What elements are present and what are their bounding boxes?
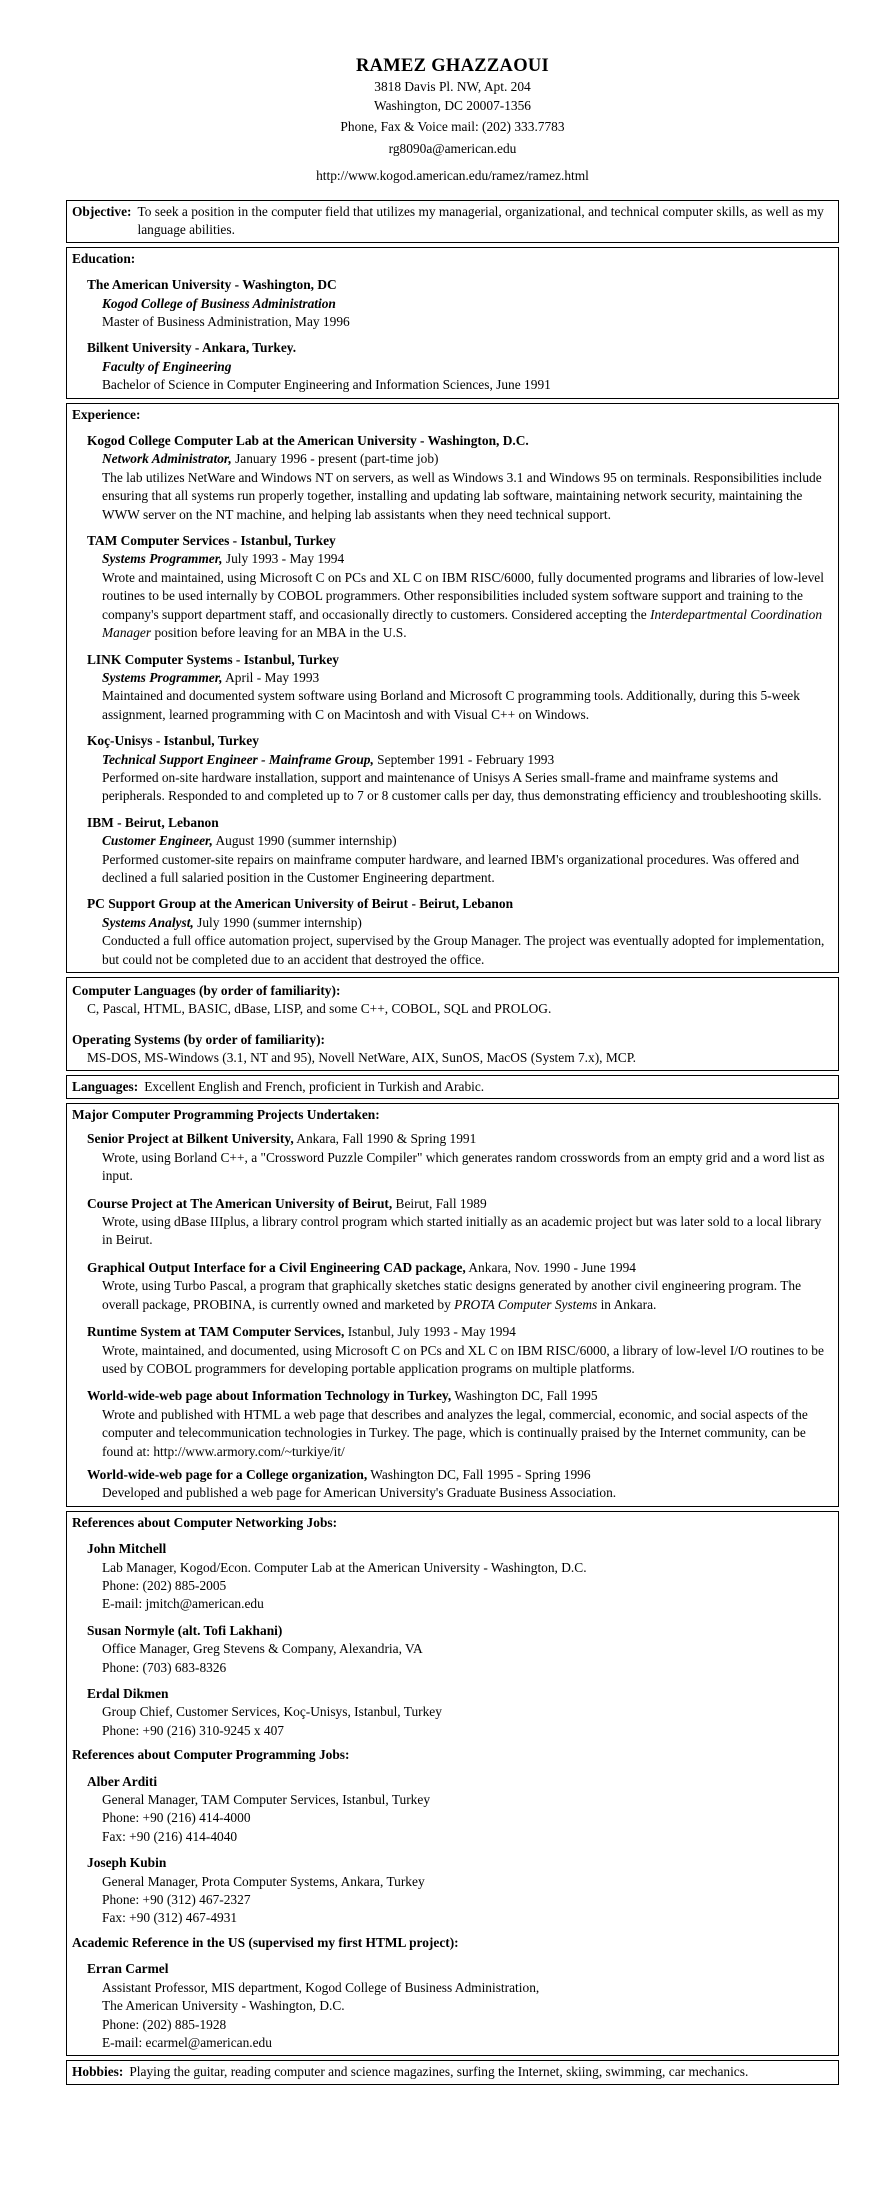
resume-header xyxy=(66,54,839,186)
experience-item xyxy=(87,895,832,969)
reference-detail: Lab Manager, Kogod/Econ. Computer Lab at the American University - Washington, D.C. xyxy=(102,1559,587,1575)
job-description xyxy=(102,569,832,643)
education-title: Education: xyxy=(72,250,136,266)
job-title: Network Administrator, xyxy=(102,451,232,467)
reference-email: E-mail: jmitch@american.edu xyxy=(102,1596,264,1612)
project-description: Wrote, using Borland C++, a "Crossword Puzzle Compiler" which generates random crosswords from an empty grid and a word list as input. xyxy=(102,1149,825,1184)
hobbies-text: Playing the guitar, reading computer and science magazines, surfing the Internet, skiing, swimming, car mechanics. xyxy=(129,2064,749,2080)
address-line-1: 3818 Davis Pl. NW, Apt. 204 xyxy=(374,79,531,94)
project-item xyxy=(87,1259,832,1314)
homepage-link[interactable]: http://www.kogod.american.edu/ramez/ramez.html xyxy=(316,168,589,184)
reference-detail: Assistant Professor, MIS department, Kogod College of Business Administration, xyxy=(102,1979,540,1995)
employer: IBM - Beirut, Lebanon xyxy=(87,814,219,830)
project-description-text: Wrote, using Turbo Pascal, a program that graphically sketches static designs generated by another civil engineering program. The overall package, PROBINA, is currently owned and marketed by xyxy=(102,1278,802,1312)
project-title: Course Project at The American University of Beirut, xyxy=(87,1195,393,1211)
operating-systems-title: Operating Systems (by order of familiarity): xyxy=(72,1031,326,1047)
references-section xyxy=(66,1511,839,2057)
networking-references-title: References about Computer Networking Jobs: xyxy=(72,1514,338,1530)
job-title: Customer Engineer, xyxy=(102,833,213,849)
phone-line: Phone, Fax & Voice mail: (202) 333.7783 xyxy=(340,119,565,135)
reference-name: Joseph Kubin xyxy=(87,1855,167,1871)
job-description: Conducted a full office automation project, supervised by the Group Manager. The project was eventually adopted for implementation, but could not be completed due to an accident that destroyed the office. xyxy=(102,933,825,967)
project-meta: Washington DC, Fall 1995 - Spring 1996 xyxy=(367,1466,591,1482)
project-meta: Washington DC, Fall 1995 xyxy=(451,1388,598,1404)
job-dates: July 1990 (summer internship) xyxy=(193,914,362,930)
languages-label: Languages: xyxy=(72,1078,139,1094)
reference-item xyxy=(87,1854,832,1928)
job-dates: July 1993 - May 1994 xyxy=(222,551,345,567)
reference-item xyxy=(87,1773,832,1847)
degree-text: Bachelor of Science in Computer Engineering and Information Sciences, June 1991 xyxy=(102,377,551,393)
objective-section xyxy=(66,200,839,243)
project-title: World-wide-web page about Information Technology in Turkey, xyxy=(87,1388,452,1404)
project-description-emphasis: PROTA Computer Systems xyxy=(454,1296,598,1312)
reference-detail: Group Chief, Customer Services, Koç-Unisys, Istanbul, Turkey xyxy=(102,1704,442,1720)
job-title: Technical Support Engineer - Mainframe Group, xyxy=(102,751,374,767)
reference-fax: Fax: +90 (312) 467-4931 xyxy=(102,1910,238,1926)
project-item xyxy=(87,1195,832,1250)
employer: TAM Computer Services - Istanbul, Turkey xyxy=(87,533,336,549)
project-meta: Istanbul, July 1993 - May 1994 xyxy=(344,1324,516,1340)
job-description-end: position before leaving for an MBA in the U.S. xyxy=(151,625,407,641)
project-meta: Ankara, Nov. 1990 - June 1994 xyxy=(465,1259,636,1275)
computer-languages-title: Computer Languages (by order of familiarity): xyxy=(72,983,341,998)
employer: LINK Computer Systems - Istanbul, Turkey xyxy=(87,651,339,667)
experience-item xyxy=(87,814,832,888)
programming-references-title: References about Computer Programming Jobs: xyxy=(72,1747,350,1763)
languages-section xyxy=(66,1075,839,1099)
job-title: Systems Programmer, xyxy=(102,669,223,685)
hobbies-section xyxy=(66,2060,839,2084)
job-description: Performed customer-site repairs on mainframe computer hardware, and learned IBM's organizational procedures. Was offered and declined a full salaried position in the Customer Engineering department. xyxy=(102,851,800,885)
reference-phone: Phone: (703) 683-8326 xyxy=(102,1659,227,1675)
applicant-name: RAMEZ GHAZZAOUI xyxy=(355,56,550,76)
reference-phone: Phone: +90 (312) 467-2327 xyxy=(102,1892,251,1908)
job-dates: August 1990 (summer internship) xyxy=(212,833,397,849)
languages-text: Excellent English and French, proficient in Turkish and Arabic. xyxy=(144,1078,485,1094)
reference-detail: Office Manager, Greg Stevens & Company, Alexandria, VA xyxy=(102,1641,423,1657)
computer-languages-text: C, Pascal, HTML, BASIC, dBase, LISP, and some C++, COBOL, SQL and PROLOG. xyxy=(87,1001,552,1017)
project-title: Senior Project at Bilkent University, xyxy=(87,1131,294,1147)
experience-section xyxy=(66,403,839,973)
reference-item xyxy=(87,1685,832,1740)
reference-phone: Phone: +90 (216) 414-4000 xyxy=(102,1810,251,1826)
project-title: World-wide-web page for a College organization, xyxy=(87,1466,368,1482)
college-name: Kogod College of Business Administration xyxy=(102,295,336,311)
objective-label: Objective: xyxy=(72,203,132,219)
project-meta: Ankara, Fall 1990 & Spring 1991 xyxy=(293,1131,477,1147)
project-item xyxy=(87,1323,832,1378)
reference-name: Susan Normyle (alt. Tofi Lakhani) xyxy=(87,1622,283,1638)
education-section xyxy=(66,247,839,399)
project-meta: Beirut, Fall 1989 xyxy=(392,1195,487,1211)
reference-detail: General Manager, Prota Computer Systems, Ankara, Turkey xyxy=(102,1873,425,1889)
experience-item xyxy=(87,432,832,524)
degree-text: Master of Business Administration, May 1996 xyxy=(102,314,350,329)
reference-item xyxy=(87,1622,832,1677)
reference-name: Erdal Dikmen xyxy=(87,1686,169,1701)
experience-title: Experience: xyxy=(72,406,141,422)
job-description: The lab utilizes NetWare and Windows NT on servers, as well as Windows 3.1 and Windows 95 on terminals. Responsibilities include ensuring that all systems run properly together, installing and updating lab software, maintaining network security, maintaining the WWW server on the NT machine, and helping lab assistants when they need technical support. xyxy=(102,469,822,522)
job-description: Maintained and documented system software using Borland and Microsoft C programming tools. Additionally, during this 5-week assignment, learned programming with C on Macintosh and with Visual C++ on Windows. xyxy=(102,688,800,722)
job-dates: September 1991 - February 1993 xyxy=(373,751,555,767)
projects-section xyxy=(66,1103,839,1507)
employer: PC Support Group at the American University of Beirut - Beirut, Lebanon xyxy=(87,896,514,912)
job-dates: April - May 1993 xyxy=(222,669,320,685)
reference-fax: Fax: +90 (216) 414-4040 xyxy=(102,1828,238,1844)
project-title: Runtime System at TAM Computer Services, xyxy=(87,1324,345,1340)
project-description xyxy=(102,1277,832,1314)
college-name: Faculty of Engineering xyxy=(102,358,232,374)
academic-reference-title: Academic Reference in the US (supervised my first HTML project): xyxy=(72,1934,459,1950)
project-description: Wrote, maintained, and documented, using Microsoft C on PCs and XL C on IBM RISC/6000, a library of low-level I/O routines to be used by COBOL programmers for developing portable application programs on multiple platforms. xyxy=(102,1342,824,1376)
address-line-2: Washington, DC 20007-1356 xyxy=(374,97,531,113)
reference-phone: Phone: +90 (216) 310-9245 x 407 xyxy=(102,1722,284,1738)
employer: Koç-Unisys - Istanbul, Turkey xyxy=(87,733,259,749)
project-description: Wrote, using dBase IIIplus, a library control program which started initially as an academic project but was later sold to a local library in Beirut. xyxy=(102,1214,822,1248)
email-line: rg8090a@american.edu xyxy=(388,140,517,156)
projects-title: Major Computer Programming Projects Undertaken: xyxy=(72,1107,380,1123)
hobbies-label: Hobbies: xyxy=(72,2064,124,2080)
school-name: The American University - Washington, DC xyxy=(87,277,337,293)
reference-phone: Phone: (202) 885-1928 xyxy=(102,2016,227,2032)
objective-text: To seek a position in the computer field that utilizes my managerial, organizational, and technical computer skills, as well as my language abilities. xyxy=(137,203,824,238)
job-description-emphasis: Interdepartmental Coordination Manager xyxy=(102,606,823,641)
project-item xyxy=(87,1387,832,1461)
reference-name: John Mitchell xyxy=(87,1541,167,1557)
project-title: Graphical Output Interface for a Civil Engineering CAD package, xyxy=(87,1259,466,1275)
reference-detail: The American University - Washington, D.C. xyxy=(102,1998,345,2014)
education-item xyxy=(87,339,832,394)
education-item xyxy=(87,276,832,331)
experience-item xyxy=(87,732,832,806)
reference-item xyxy=(87,1960,832,2052)
reference-name: Alber Arditi xyxy=(87,1773,158,1789)
reference-detail: General Manager, TAM Computer Services, Istanbul, Turkey xyxy=(102,1792,431,1808)
job-dates: January 1996 - present (part-time job) xyxy=(231,451,439,467)
operating-systems-text: MS-DOS, MS-Windows (3.1, NT and 95), Novell NetWare, AIX, SunOS, MacOS (System 7.x), MCP. xyxy=(87,1050,636,1066)
reference-email: E-mail: ecarmel@american.edu xyxy=(102,2034,272,2050)
employer: Kogod College Computer Lab at the American University - Washington, D.C. xyxy=(87,433,529,449)
project-description-end: in Ankara. xyxy=(597,1296,657,1312)
experience-item xyxy=(87,651,832,725)
experience-item xyxy=(87,532,832,642)
computer-skills-section xyxy=(66,977,839,1071)
reference-name: Erran Carmel xyxy=(87,1961,169,1977)
project-description: Developed and published a web page for American University's Graduate Business Association. xyxy=(102,1485,617,1501)
project-item xyxy=(87,1466,832,1503)
job-title: Systems Analyst, xyxy=(102,914,194,930)
job-description: Performed on-site hardware installation, support and maintenance of Unisys A Series small-frame and mainframe systems and peripherals. Responded to and completed up to 7 or 8 customer calls per day, thus demonstrating efficiency and troubleshooting skills. xyxy=(102,769,822,804)
reference-phone: Phone: (202) 885-2005 xyxy=(102,1577,227,1593)
project-description: Wrote and published with HTML a web page that describes and analyzes the legal, commercial, economic, and social aspects of the computer and telecommunication technologies in Turkey. The page, which is continually praised by the Internet community, can be found at: http://www.armory.com/~turkiye/it/ xyxy=(102,1406,808,1459)
job-title: Systems Programmer, xyxy=(102,551,223,567)
job-description-text: Wrote and maintained, using Microsoft C on PCs and XL C on IBM RISC/6000, fully documented programs and libraries of low-level routines to be used internally by COBOL programmers. Other responsibilities included system software support and training to the company's support department staff, and occasionally directly to customers. Considered accepting the xyxy=(102,569,824,622)
project-item xyxy=(87,1130,832,1185)
resume-page xyxy=(66,54,839,2089)
school-name: Bilkent University - Ankara, Turkey. xyxy=(87,340,297,356)
reference-item xyxy=(87,1540,832,1614)
